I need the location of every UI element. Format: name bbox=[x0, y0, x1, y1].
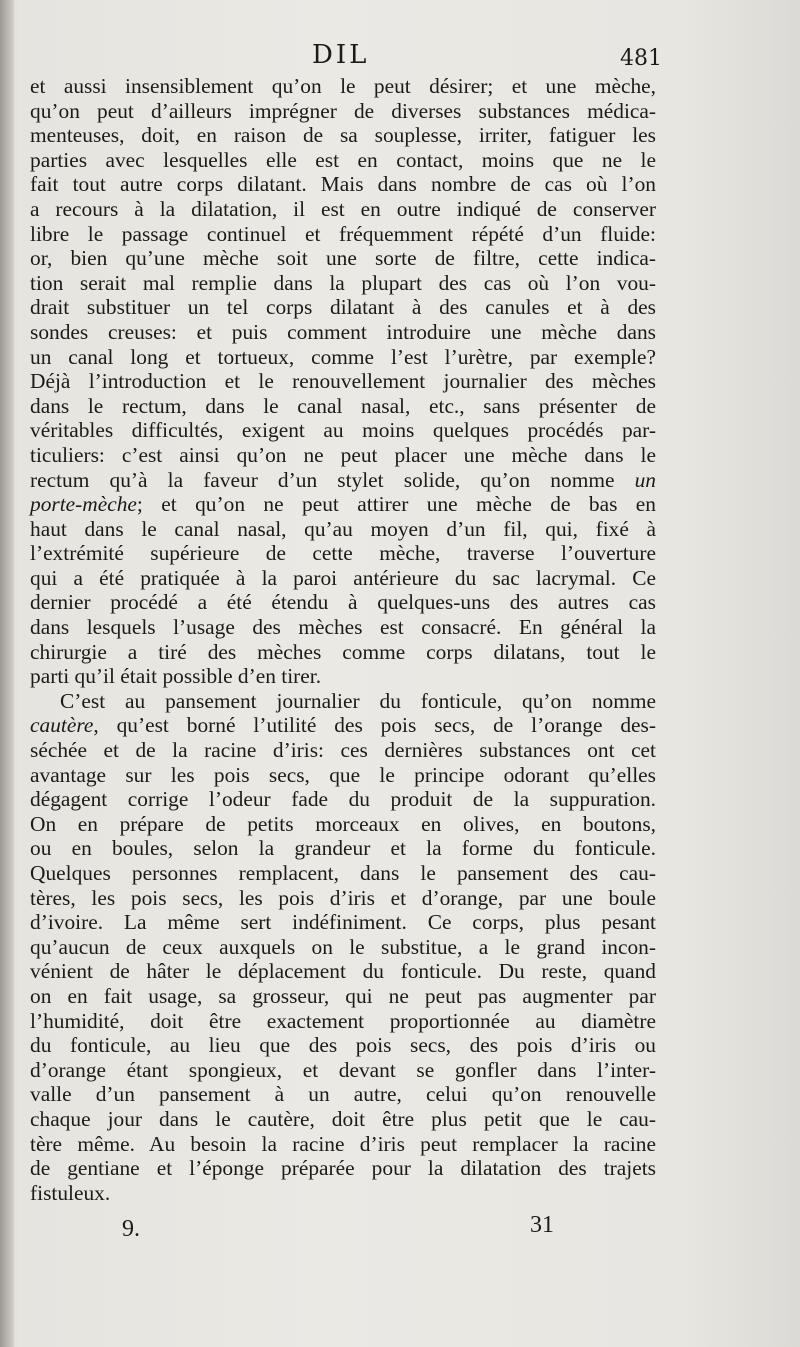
line-text: ticuliers: c’est ainsi qu’on ne peut placer une mèche dans le bbox=[30, 442, 656, 467]
line-text: d’ivoire. La même sert indéfiniment. Ce corps, plus pesant bbox=[30, 910, 656, 935]
text-line bbox=[30, 763, 656, 788]
text-line bbox=[30, 369, 656, 394]
text-line bbox=[30, 541, 656, 566]
line-text: un canal long et tortueux, comme l’est l’urètre, par exemple? bbox=[30, 344, 656, 369]
page-footer bbox=[0, 1212, 800, 1252]
line-text: C’est au pansement journalier du fonticule, qu’on nomme bbox=[60, 688, 656, 713]
text-line bbox=[30, 148, 656, 173]
line-text: dans lesquels l’usage des mèches est consacré. En général la bbox=[30, 615, 656, 640]
line-text: Quelques personnes remplacent, dans le pansement des cau- bbox=[30, 861, 656, 885]
text-line bbox=[30, 123, 656, 148]
text-line bbox=[30, 1082, 656, 1107]
line-text: sondes creuses: et puis comment introduire une mèche dans bbox=[30, 319, 656, 344]
line-text: tère même. Au besoin la racine d’iris peut remplacer la racine bbox=[30, 1131, 656, 1156]
line-text: séchée et de la racine d’iris: ces dernières substances ont cet bbox=[30, 738, 656, 763]
line-text: rectum qu’à la faveur d’un stylet solide, qu’on nomme bbox=[30, 467, 615, 492]
line-text: l’humidité, doit être exactement proportionnée au diamètre bbox=[30, 1008, 656, 1033]
italic-term: cautère bbox=[30, 713, 94, 738]
text-line bbox=[30, 492, 656, 517]
text-line bbox=[30, 787, 656, 812]
text-line bbox=[30, 566, 656, 591]
text-line bbox=[30, 246, 656, 271]
text-line bbox=[30, 99, 656, 124]
line-text: On en prépare de petits morceaux en olives, en boutons, bbox=[30, 811, 656, 836]
line-text: qu’aucun de ceux auxquels on le substitue, a le grand incon- bbox=[30, 934, 656, 959]
text-line bbox=[30, 394, 656, 419]
line-text: fait tout autre corps dilatant. Mais dans nombre de cas où l’on bbox=[30, 172, 656, 197]
text-line bbox=[30, 615, 656, 640]
line-text: parti qu’il était possible d’en tirer. bbox=[30, 664, 322, 689]
text-line bbox=[30, 271, 656, 296]
text-line bbox=[30, 861, 656, 886]
italic-term: porte-mèche bbox=[30, 492, 137, 517]
line-text: qu’on peut d’ailleurs imprégner de diverses substances médica- bbox=[30, 98, 656, 123]
text-line bbox=[30, 812, 656, 837]
text-line bbox=[30, 295, 656, 320]
text-line bbox=[30, 222, 656, 247]
text-line bbox=[30, 443, 656, 468]
text-line bbox=[30, 664, 656, 689]
text-line bbox=[30, 74, 656, 99]
line-text: menteuses, doit, en raison de sa souplesse, irriter, fatiguer les bbox=[30, 123, 656, 148]
line-text: avantage sur les pois secs, que le principe odorant qu’elles bbox=[30, 762, 656, 787]
line-text: d’orange étant spongieux, et devant se gonfler dans l’inter- bbox=[30, 1057, 656, 1082]
text-line bbox=[30, 713, 656, 738]
line-text: qui a été pratiquée à la paroi antérieure du sac lacrymal. Ce bbox=[30, 565, 656, 590]
text-line bbox=[30, 886, 656, 911]
text-line bbox=[30, 418, 656, 443]
text-line bbox=[30, 738, 656, 763]
line-text: fistuleux. bbox=[30, 1180, 111, 1205]
text-line bbox=[30, 935, 656, 960]
line-text: tères, les pois secs, les pois d’iris et d’orange, par une boule bbox=[30, 885, 656, 910]
line-text: ; et qu’on ne peut attirer une mèche de bas en bbox=[136, 492, 656, 517]
line-text: dernier procédé a été étendu à quelques-uns des autres cas bbox=[30, 590, 656, 615]
text-line bbox=[30, 172, 656, 197]
line-text: , qu’est borné l’utilité des pois secs, de l’orange des- bbox=[93, 713, 656, 738]
line-text: l’extrémité supérieure de cette mèche, traverse l’ouverture bbox=[30, 541, 656, 566]
text-line bbox=[30, 1156, 656, 1181]
page-number: 481 bbox=[620, 46, 662, 71]
line-text: valle d’un pansement à un autre, celui qu’on renouvelle bbox=[30, 1082, 656, 1107]
text-line bbox=[30, 345, 656, 370]
line-text: Déjà l’introduction et le renouvellement journalier des mèches bbox=[30, 369, 656, 394]
text-line bbox=[30, 689, 656, 714]
text-line bbox=[30, 590, 656, 615]
running-head: DIL bbox=[312, 40, 370, 70]
line-text: véritables difficultés, exigent au moins quelques procédés par- bbox=[30, 418, 656, 443]
text-line bbox=[30, 1181, 656, 1206]
text-line bbox=[30, 984, 656, 1009]
text-line bbox=[30, 1033, 656, 1058]
text-line bbox=[30, 320, 656, 345]
text-line bbox=[30, 468, 656, 493]
text-line bbox=[30, 197, 656, 222]
text-line bbox=[30, 1132, 656, 1157]
line-text: vénient de hâter le déplacement du fonticule. Du reste, quand bbox=[30, 959, 656, 984]
line-text: de gentiane et l’éponge préparée pour la dilatation des trajets bbox=[30, 1156, 656, 1181]
text-line bbox=[30, 1009, 656, 1034]
line-text: haut dans le canal nasal, qu’au moyen d’un fil, qui, fixé à bbox=[30, 516, 656, 541]
signature-mark: 9. bbox=[122, 1216, 140, 1242]
italic-term: un bbox=[634, 467, 656, 492]
page-gutter bbox=[0, 0, 14, 1347]
line-text: parties avec lesquelles elle est en contact, moins que ne le bbox=[30, 147, 656, 172]
line-text: dégagent corrige l’odeur fade du produit de la suppuration. bbox=[30, 787, 656, 812]
line-text: chirurgie a tiré des mèches comme corps dilatans, tout le bbox=[30, 639, 656, 664]
line-text: dans le rectum, dans le canal nasal, etc., sans présenter de bbox=[30, 393, 656, 418]
text-line bbox=[30, 1058, 656, 1083]
text-line bbox=[30, 1107, 656, 1132]
line-text: on en fait usage, sa grosseur, qui ne peut pas augmenter par bbox=[30, 983, 656, 1008]
text-line bbox=[30, 517, 656, 542]
text-line bbox=[30, 836, 656, 861]
line-text: a recours à la dilatation, il est en outre indiqué de conserver bbox=[30, 196, 656, 221]
line-text: et aussi insensiblement qu’on le peut désirer; et une mèche, bbox=[30, 74, 656, 98]
line-text: du fonticule, au lieu que des pois secs, des pois d’iris ou bbox=[30, 1033, 656, 1058]
line-text: ou en boules, selon la grandeur et la forme du fonticule. bbox=[30, 836, 656, 861]
body-text bbox=[30, 74, 656, 1205]
line-text: or, bien qu’une mèche soit une sorte de filtre, cette indica- bbox=[30, 246, 656, 271]
line-text: tion serait mal remplie dans la plupart des cas où l’on vou- bbox=[30, 270, 656, 295]
text-line bbox=[30, 959, 656, 984]
text-line bbox=[30, 640, 656, 665]
text-line bbox=[30, 910, 656, 935]
sheet-number: 31 bbox=[530, 1212, 554, 1238]
line-text: chaque jour dans le cautère, doit être plus petit que le cau- bbox=[30, 1106, 656, 1131]
line-text: libre le passage continuel et fréquemment répété d’un fluide: bbox=[30, 221, 656, 246]
line-text: drait substituer un tel corps dilatant à des canules et à des bbox=[30, 295, 656, 320]
